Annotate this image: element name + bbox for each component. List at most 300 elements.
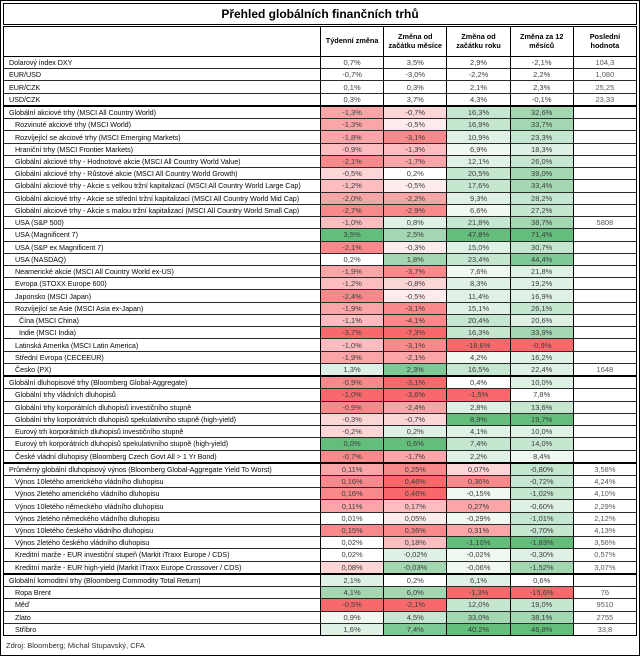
table-row xyxy=(4,548,636,560)
row-label: Eurový trh korporátních dluhopisů investičního stupně xyxy=(15,427,184,437)
last-value-cell: 2,12% xyxy=(573,513,636,524)
change-cell: 0,46% xyxy=(383,488,446,499)
change-cell: 2,9% xyxy=(446,57,509,68)
change-cell: 0,31% xyxy=(446,525,509,536)
table-row xyxy=(4,228,636,240)
change-cell: -1,3% xyxy=(446,587,509,598)
last-value-cell xyxy=(573,229,636,240)
row-label: Globální trhy vládních dluhopisů xyxy=(15,390,116,400)
row-label: Globální akciové trhy - Růstové akcie (MSCI All Country World Growth) xyxy=(15,169,238,179)
change-cell: 10,9% xyxy=(446,131,509,142)
row-label: Česko (PX) xyxy=(15,364,52,374)
change-cell: -3,7% xyxy=(383,266,446,277)
change-cell: 1,8% xyxy=(383,254,446,265)
table-row xyxy=(4,437,636,449)
change-cell: -1,2% xyxy=(320,180,383,191)
change-cell: -0,7% xyxy=(383,414,446,425)
last-value-cell xyxy=(573,327,636,338)
change-cell: -0,3% xyxy=(383,242,446,253)
change-cell: 0,2% xyxy=(383,426,446,437)
change-cell: -2,2% xyxy=(446,69,509,80)
last-value-cell: 76 xyxy=(573,587,636,598)
table-row xyxy=(4,204,636,216)
change-cell: -1,1% xyxy=(320,315,383,326)
change-cell: 1,3% xyxy=(320,364,383,375)
change-cell: 22,4% xyxy=(510,364,573,375)
row-label: Globální dluhopisové trhy (Bloomberg Global-Aggregate) xyxy=(9,378,188,388)
change-cell: -1,0% xyxy=(320,339,383,350)
table-row xyxy=(4,401,636,413)
change-cell: -1,9% xyxy=(320,303,383,314)
change-cell: -0,02% xyxy=(383,549,446,560)
source-note: Zdroj: Bloomberg; Michal Stupavský, CFA xyxy=(6,640,145,650)
change-cell: 0,27% xyxy=(446,500,509,511)
change-cell: 0,46% xyxy=(383,476,446,487)
change-cell: 3,5% xyxy=(383,57,446,68)
row-label: Průměrný globální dluhopisový výnos (Bloomberg Global-Aggregate Yield To Worst) xyxy=(9,464,272,474)
row-label: Stříbro xyxy=(15,624,37,634)
last-value-cell: 9510 xyxy=(573,599,636,610)
change-cell: 23,4% xyxy=(446,254,509,265)
row-label: Eurový trh korporátních dluhopisů spekulativního stupně (high-yield) xyxy=(15,439,229,449)
table-row xyxy=(4,192,636,204)
change-cell: -0,60% xyxy=(510,500,573,511)
change-cell: 19,7% xyxy=(510,414,573,425)
change-cell: -0,15% xyxy=(446,488,509,499)
change-cell: 0,2% xyxy=(320,254,383,265)
change-cell: -1,3% xyxy=(320,119,383,130)
change-cell: 2,8% xyxy=(446,402,509,413)
row-label: Globální akciové trhy - Akcie se střední tržní kapitalizací (MSCI All Country World Mid Cap) xyxy=(15,193,300,203)
row-label: Globální trhy korporátních dluhopisů spekulativního stupně (high-yield) xyxy=(15,414,236,424)
change-cell: 10,0% xyxy=(510,426,573,437)
row-label: Kreditní marže - EUR investiční stupeň (Markit iTraxx Europe / CDS) xyxy=(15,550,230,560)
last-value-cell xyxy=(573,290,636,301)
last-value-cell xyxy=(573,131,636,142)
change-cell: -1,9% xyxy=(320,352,383,363)
change-cell: 0,05% xyxy=(383,513,446,524)
last-value-cell xyxy=(573,205,636,216)
table-row xyxy=(4,326,636,338)
change-cell: -0,72% xyxy=(510,476,573,487)
change-cell: -0,02% xyxy=(446,549,509,560)
change-cell: 6,0% xyxy=(383,587,446,598)
change-cell: -1,52% xyxy=(510,562,573,573)
change-cell: 44,4% xyxy=(510,254,573,265)
change-cell: 6,1% xyxy=(446,575,509,586)
change-cell: 0,15% xyxy=(320,525,383,536)
table-row xyxy=(4,499,636,511)
last-value-cell xyxy=(573,451,636,462)
row-label: Výnos 2letého amerického vládního dluhopisu xyxy=(15,489,160,499)
change-cell: 0,6% xyxy=(383,438,446,449)
change-cell: 21,8% xyxy=(510,266,573,277)
header-12-month-change: Změna za 12 měsíců xyxy=(510,27,573,56)
change-cell: -0,3% xyxy=(320,414,383,425)
change-cell: -2,2% xyxy=(383,193,446,204)
change-cell: -0,5% xyxy=(383,180,446,191)
table-row xyxy=(4,598,636,610)
last-value-cell xyxy=(573,438,636,449)
header-empty-cell xyxy=(4,27,320,56)
table-header-row xyxy=(4,27,636,57)
change-cell: -2,1% xyxy=(383,352,446,363)
change-cell: 0,2% xyxy=(383,575,446,586)
table-row xyxy=(4,277,636,289)
last-value-cell: 4,13% xyxy=(573,525,636,536)
change-cell: -0,9% xyxy=(320,377,383,388)
table-row xyxy=(4,130,636,142)
change-cell: 4,5% xyxy=(383,612,446,623)
row-label: USA (NASDAQ) xyxy=(15,254,66,264)
change-cell: 33,9% xyxy=(510,327,573,338)
change-cell: 0,6% xyxy=(510,575,573,586)
change-cell: 0,25% xyxy=(383,464,446,475)
table-row xyxy=(4,68,636,80)
last-value-cell xyxy=(573,278,636,289)
change-cell: 38,7% xyxy=(510,217,573,228)
change-cell: -0,29% xyxy=(446,513,509,524)
change-cell: 8,3% xyxy=(446,278,509,289)
change-cell: -3,1% xyxy=(383,131,446,142)
table-row xyxy=(4,179,636,191)
change-cell: 3,5% xyxy=(320,229,383,240)
change-cell: 23,3% xyxy=(510,131,573,142)
change-cell: 30,7% xyxy=(510,242,573,253)
last-value-cell: 3,58% xyxy=(573,464,636,475)
row-label: Globální trhy korporátních dluhopisů investičního stupně xyxy=(15,402,192,412)
table-row xyxy=(4,388,636,400)
last-value-cell xyxy=(573,315,636,326)
last-value-cell xyxy=(573,242,636,253)
change-cell: 0,11% xyxy=(320,500,383,511)
change-cell: 4,3% xyxy=(446,94,509,105)
table-row xyxy=(4,351,636,363)
change-cell: 15,1% xyxy=(446,303,509,314)
row-label: Globální akciové trhy - Akcie s velkou tržní kapitalizací (MSCI All Country World Large Cap) xyxy=(15,181,301,191)
change-cell: -1,5% xyxy=(446,389,509,400)
header-last-value: Poslední hodnota xyxy=(573,27,636,56)
table-row xyxy=(4,512,636,524)
change-cell: 0,02% xyxy=(320,537,383,548)
last-value-cell: 1648 xyxy=(573,364,636,375)
change-cell: 33,0% xyxy=(446,612,509,623)
table-row xyxy=(4,216,636,228)
change-cell: 6,6% xyxy=(446,205,509,216)
change-cell: 8,9% xyxy=(446,414,509,425)
change-cell: 3,7% xyxy=(383,94,446,105)
last-value-cell: 104,3 xyxy=(573,57,636,68)
row-label: Rozvíjející se Asie (MSCI Asia ex-Japan) xyxy=(15,303,144,313)
change-cell: 0,9% xyxy=(320,612,383,623)
change-cell: -18,6% xyxy=(446,339,509,350)
table-row xyxy=(4,363,636,375)
change-cell: 7,4% xyxy=(446,438,509,449)
change-cell: 20,5% xyxy=(446,168,509,179)
change-cell: 20,6% xyxy=(510,315,573,326)
change-cell: 10,0% xyxy=(510,377,573,388)
change-cell: 19,0% xyxy=(510,599,573,610)
last-value-cell xyxy=(573,377,636,388)
last-value-cell: 3,07% xyxy=(573,562,636,573)
change-cell: -7,3% xyxy=(383,327,446,338)
change-cell: -2,1% xyxy=(320,242,383,253)
change-cell: -1,9% xyxy=(320,266,383,277)
last-value-cell xyxy=(573,119,636,130)
change-cell: -0,1% xyxy=(510,94,573,105)
change-cell: 26,0% xyxy=(510,156,573,167)
last-value-cell: 4,24% xyxy=(573,476,636,487)
last-value-cell: 33,8 xyxy=(573,624,636,635)
row-label: Zlato xyxy=(15,612,31,622)
change-cell: -0,03% xyxy=(383,562,446,573)
table-row xyxy=(4,143,636,155)
change-cell: 46,8% xyxy=(510,624,573,635)
change-cell: -0,06% xyxy=(446,562,509,573)
change-cell: -2,1% xyxy=(510,57,573,68)
last-value-cell xyxy=(573,156,636,167)
last-value-cell xyxy=(573,575,636,586)
change-cell: 16,5% xyxy=(446,364,509,375)
table-row xyxy=(4,80,636,92)
change-cell: 28,2% xyxy=(510,193,573,204)
change-cell: -1,0% xyxy=(320,217,383,228)
row-label: Výnos 10letého amerického vládního dluhopisu xyxy=(15,477,164,487)
last-value-cell: 23,33 xyxy=(573,94,636,105)
change-cell: -0,5% xyxy=(320,168,383,179)
change-cell: 16,9% xyxy=(510,290,573,301)
change-cell: 12,0% xyxy=(446,599,509,610)
row-label: Výnos 10letého německého vládního dluhopisu xyxy=(15,501,164,511)
row-label: Globální komoditní trhy (Bloomberg Commodity Total Return) xyxy=(9,575,201,585)
change-cell: 2,3% xyxy=(510,81,573,92)
row-label: USA (S&P 500) xyxy=(15,218,64,228)
change-cell: 21,8% xyxy=(446,217,509,228)
row-label: Evropa (STOXX Europe 600) xyxy=(15,279,107,289)
change-cell: 0,02% xyxy=(320,549,383,560)
change-cell: 0,11% xyxy=(320,464,383,475)
change-cell: -0,9% xyxy=(320,402,383,413)
table-row xyxy=(4,462,636,475)
last-value-cell xyxy=(573,414,636,425)
change-cell: -3,0% xyxy=(383,69,446,80)
change-cell: 27,2% xyxy=(510,205,573,216)
change-cell: 2,1% xyxy=(320,575,383,586)
row-label: EUR/USD xyxy=(9,70,41,80)
change-cell: -1,7% xyxy=(383,451,446,462)
change-cell: 4,1% xyxy=(446,426,509,437)
last-value-cell xyxy=(573,303,636,314)
change-cell: -2,4% xyxy=(383,402,446,413)
row-label: Hraniční trhy (MSCI Frontier Markets) xyxy=(15,144,133,154)
last-value-cell xyxy=(573,339,636,350)
row-label: EUR/CZK xyxy=(9,82,41,92)
change-cell: -0,8% xyxy=(383,278,446,289)
row-label: Výnos 2letého německého vládního dluhopisu xyxy=(15,513,160,523)
change-cell: -0,7% xyxy=(320,451,383,462)
row-label: USD/CZK xyxy=(9,94,41,104)
change-cell: 4,1% xyxy=(320,587,383,598)
last-value-cell xyxy=(573,193,636,204)
change-cell: -0,30% xyxy=(510,549,573,560)
table-row xyxy=(4,253,636,265)
change-cell: -0,5% xyxy=(383,290,446,301)
table-row xyxy=(4,105,636,118)
change-cell: -1,3% xyxy=(383,144,446,155)
last-value-cell: 2755 xyxy=(573,612,636,623)
change-cell: 0,1% xyxy=(320,81,383,92)
change-cell: 0,3% xyxy=(320,94,383,105)
change-cell: 14,0% xyxy=(510,438,573,449)
table-row xyxy=(4,265,636,277)
last-value-cell xyxy=(573,254,636,265)
table-body xyxy=(4,57,636,635)
change-cell: 47,8% xyxy=(446,229,509,240)
change-cell: 38,1% xyxy=(510,612,573,623)
change-cell: 6,9% xyxy=(446,144,509,155)
change-cell: -3,7% xyxy=(320,327,383,338)
table-row xyxy=(4,413,636,425)
last-value-cell xyxy=(573,107,636,118)
change-cell: -2,4% xyxy=(320,290,383,301)
last-value-cell xyxy=(573,180,636,191)
change-cell: 40,2% xyxy=(446,624,509,635)
row-label: Čína (MSCI China) xyxy=(19,316,79,326)
table-row xyxy=(4,450,636,462)
row-label: Indie (MSCI India) xyxy=(19,328,77,338)
change-cell: -1,7% xyxy=(383,156,446,167)
last-value-cell: 5808 xyxy=(573,217,636,228)
change-cell: 16,2% xyxy=(510,352,573,363)
change-cell: -0,5% xyxy=(383,119,446,130)
change-cell: 13,6% xyxy=(510,402,573,413)
change-cell: 0,2% xyxy=(383,168,446,179)
table-row xyxy=(4,536,636,548)
last-value-cell: 0,57% xyxy=(573,549,636,560)
change-cell: -1,0% xyxy=(320,389,383,400)
change-cell: 7,4% xyxy=(383,624,446,635)
header-month-to-date-change: Změna od začátku měsíce xyxy=(383,27,446,56)
change-cell: 0,36% xyxy=(446,476,509,487)
table-row xyxy=(4,314,636,326)
page-title: Přehled globálních finančních trhů xyxy=(3,3,637,25)
table-row xyxy=(4,118,636,130)
change-cell: -1,83% xyxy=(510,537,573,548)
change-cell: 0,01% xyxy=(320,513,383,524)
table-row xyxy=(4,302,636,314)
table-row xyxy=(4,524,636,536)
change-cell: 0,0% xyxy=(320,438,383,449)
change-cell: 0,16% xyxy=(320,476,383,487)
change-cell: 71,4% xyxy=(510,229,573,240)
change-cell: 2,2% xyxy=(510,69,573,80)
change-cell: 9,3% xyxy=(446,193,509,204)
change-cell: -4,1% xyxy=(383,315,446,326)
table-row xyxy=(4,93,636,105)
row-label: Globální akciové trhy (MSCI All Country World) xyxy=(9,108,156,118)
change-cell: 26,1% xyxy=(510,303,573,314)
last-value-cell xyxy=(573,426,636,437)
change-cell: -0,80% xyxy=(510,464,573,475)
change-cell: -2,1% xyxy=(383,599,446,610)
last-value-cell: 2,29% xyxy=(573,500,636,511)
change-cell: -1,02% xyxy=(510,488,573,499)
change-cell: 0,17% xyxy=(383,500,446,511)
row-label: USA (Magnificent 7) xyxy=(15,230,78,240)
change-cell: 0,16% xyxy=(320,488,383,499)
change-cell: -3,6% xyxy=(383,389,446,400)
change-cell: -0,70% xyxy=(510,525,573,536)
change-cell: 2,5% xyxy=(383,229,446,240)
change-cell: 16,9% xyxy=(446,119,509,130)
change-cell: 8,4% xyxy=(510,451,573,462)
change-cell: -15,6% xyxy=(510,587,573,598)
last-value-cell: 4,10% xyxy=(573,488,636,499)
change-cell: 2,1% xyxy=(446,81,509,92)
change-cell: 32,6% xyxy=(510,107,573,118)
change-cell: 33,4% xyxy=(510,180,573,191)
change-cell: 0,07% xyxy=(446,464,509,475)
change-cell: 0,18% xyxy=(383,537,446,548)
change-cell: 7,8% xyxy=(510,389,573,400)
row-label: Střední Evropa (CECEEUR) xyxy=(15,352,104,362)
change-cell: 19,2% xyxy=(510,278,573,289)
change-cell: 16,3% xyxy=(446,327,509,338)
table-row xyxy=(4,573,636,586)
table-row xyxy=(4,241,636,253)
row-label: České vládní dluhopisy (Bloomberg Czech Govt All > 1 Yr Bond) xyxy=(15,451,217,461)
change-cell: -3,1% xyxy=(383,377,446,388)
change-cell: 0,36% xyxy=(383,525,446,536)
change-cell: 4,2% xyxy=(446,352,509,363)
change-cell: -3,1% xyxy=(383,303,446,314)
row-label: Neamerické akcie (MSCI All Country World ex-US) xyxy=(15,267,174,277)
last-value-cell xyxy=(573,266,636,277)
table-row xyxy=(4,487,636,499)
change-cell: 12,1% xyxy=(446,156,509,167)
row-label: Ropa Brent xyxy=(15,588,51,598)
change-cell: 20,4% xyxy=(446,315,509,326)
row-label: Globální akciové trhy - Hodnotové akcie (MSCI All Country World Value) xyxy=(15,156,241,166)
row-label: Japonsko (MSCI Japan) xyxy=(15,291,92,301)
last-value-cell xyxy=(573,144,636,155)
change-cell: 39,0% xyxy=(510,168,573,179)
last-value-cell xyxy=(573,389,636,400)
change-cell: -1,8% xyxy=(320,131,383,142)
change-cell: 0,7% xyxy=(320,57,383,68)
change-cell: -0,9% xyxy=(320,144,383,155)
change-cell: -2,7% xyxy=(320,205,383,216)
row-label: Latinská Amerika (MSCI Latin America) xyxy=(15,340,139,350)
row-label: Výnos 2letého českého vládního dluhopisu xyxy=(15,538,150,548)
change-cell: -1,01% xyxy=(510,513,573,524)
row-label: Globální akciové trhy - Akcie s malou tržní kapitalizací (MSCI All Country World Small Cap) xyxy=(15,205,300,215)
last-value-cell xyxy=(573,402,636,413)
change-cell: 18,3% xyxy=(510,144,573,155)
table-row xyxy=(4,155,636,167)
last-value-cell: 25,25 xyxy=(573,81,636,92)
change-cell: -1,3% xyxy=(320,107,383,118)
table-row xyxy=(4,57,636,68)
table-row xyxy=(4,289,636,301)
change-cell: -1,2% xyxy=(320,278,383,289)
change-cell: -2,9% xyxy=(383,205,446,216)
change-cell: -0,9% xyxy=(510,339,573,350)
table-row xyxy=(4,561,636,573)
table-row xyxy=(4,611,636,623)
row-label: Měď xyxy=(15,600,30,610)
table-row xyxy=(4,623,636,635)
